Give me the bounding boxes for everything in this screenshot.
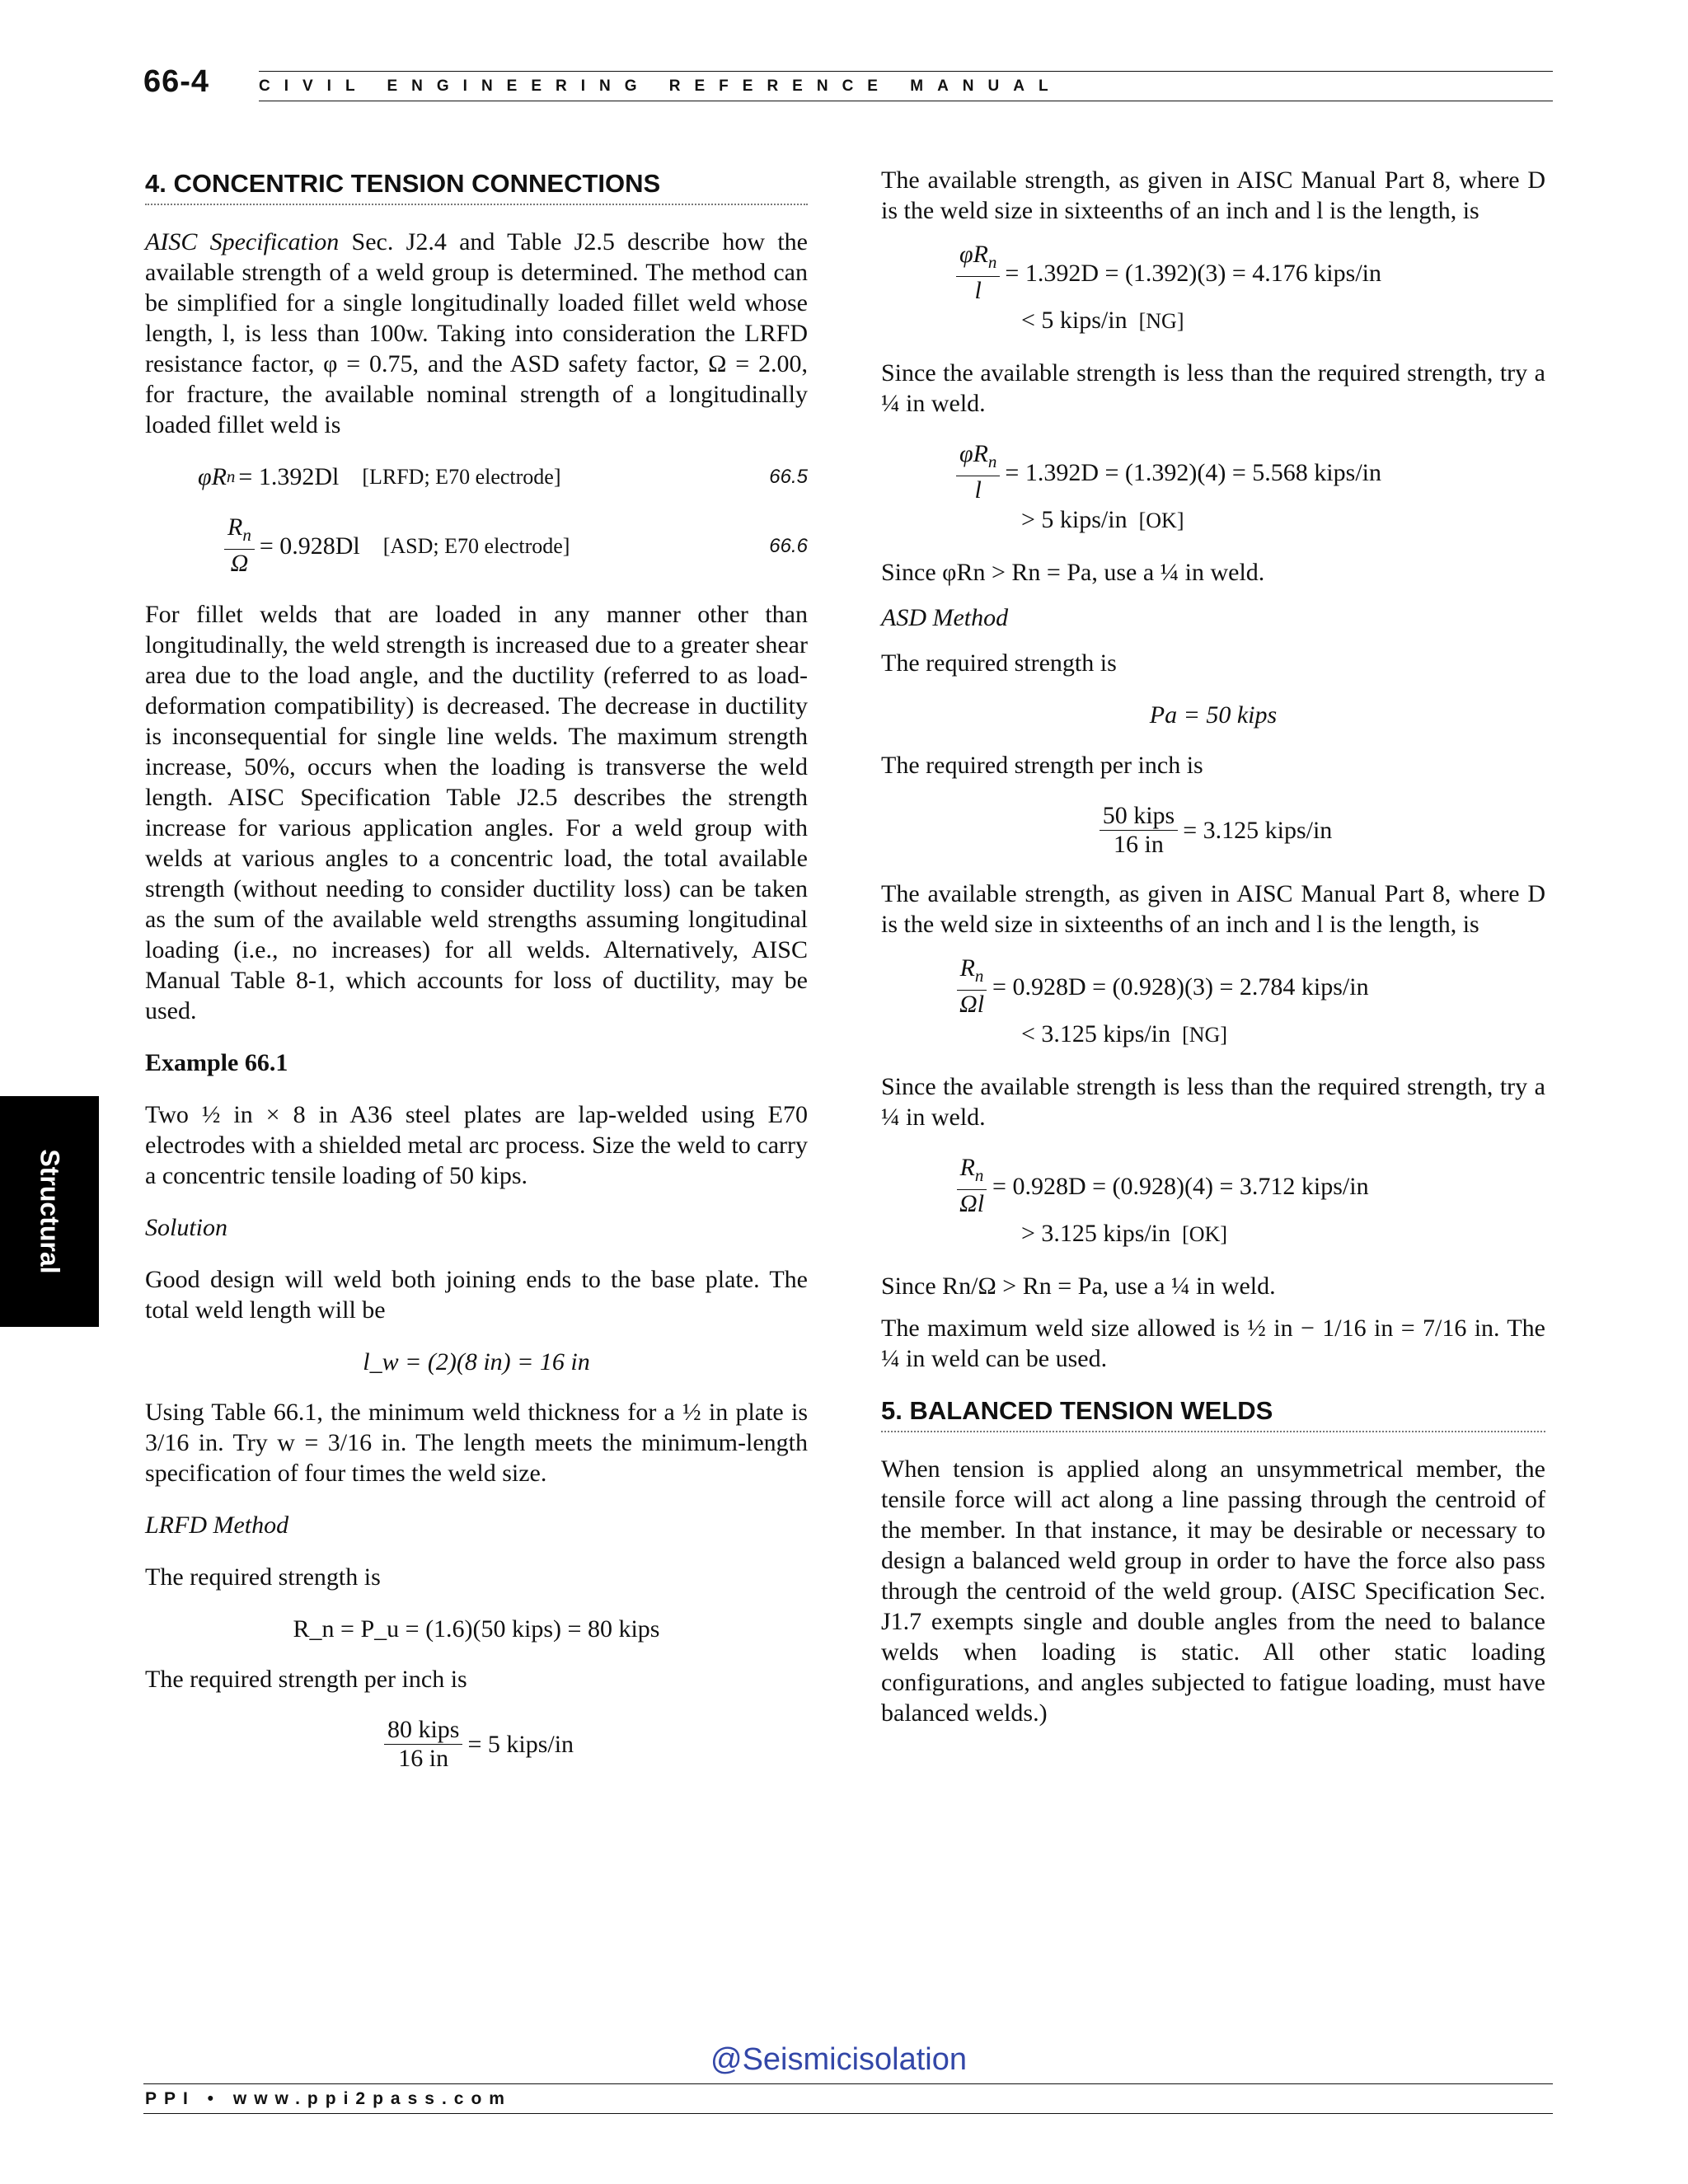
paragraph: [145, 227, 808, 440]
eq-line-1: = 1.392D = (1.392)(4) = 5.568 kips/in: [1005, 458, 1381, 486]
eq-lhs: [198, 462, 235, 492]
eq-note: [LRFD; E70 electrode]: [362, 465, 561, 489]
eq-tag: [OK]: [1182, 1222, 1227, 1246]
lrfd-label: LRFD Method: [145, 1511, 289, 1539]
paragraph: The available strength, as given in AISC Manual Part 8, where D is the weld size in sixteenths of an inch and l is the length, is: [881, 880, 1545, 938]
watermark: @Seismicisolation: [710, 2042, 968, 2077]
right-column: [881, 165, 1545, 1750]
side-tab-label: Structural: [35, 1149, 65, 1274]
section-title-4: 4. CONCENTRIC TENSION CONNECTIONS: [145, 168, 808, 205]
eq-tag: [OK]: [1138, 509, 1184, 532]
eq-line-1: = 0.928D = (0.928)(4) = 3.712 kips/in: [992, 1172, 1369, 1200]
eq-line-1: = 1.392D = (1.392)(3) = 4.176 kips/in: [1005, 259, 1381, 287]
paragraph: When tension is applied along an unsymmetrical member, the tensile force will act along a line passing through the centroid of the member. In that instance, it may be desirable or necessary to design a balanced weld group in order to have the force also pass through the centroid of the weld group. (AISC Specification Sec. J1.7 exempts single and double angles from the need to balance welds when loading is static. All other static loading configurations, and angles subjected to fatigue loading, must have balanced welds.): [881, 1455, 1545, 1727]
equation-66-5: [198, 462, 808, 492]
paragraph-text: Sec. J2.4 and Table J2.5 describe how the available strength of a weld group is determined. The method can be simplified for a single longitudinally loaded fillet weld whose length, l, is less than 100w. Taking into consideration the LRFD resistance factor, φ = 0.75, and the ASD safety factor, Ω = 2.00, for fracture, the available nominal strength of a longitudinally loaded fillet weld is: [145, 228, 808, 438]
paragraph: Since Rn/Ω > Rn = Pa, use a ¼ in weld.: [881, 1272, 1276, 1300]
paragraph: The required strength per inch is: [145, 1666, 467, 1693]
footer-text: PPI • www.ppi2pass.com: [145, 2089, 512, 2108]
frac-num: 80 kips: [384, 1716, 463, 1745]
frac-num: 50 kips: [1100, 802, 1179, 831]
paragraph: The maximum weld size allowed is ½ in − 1/16 in = 7/16 in. The ¼ in weld can be used.: [881, 1315, 1545, 1372]
section-title-5: 5. BALANCED TENSION WELDS: [881, 1395, 1545, 1432]
frac-num: R: [227, 513, 243, 541]
side-tab: [0, 1096, 99, 1327]
paragraph: The required strength is: [881, 649, 1117, 677]
equation-pa: Pa = 50 kips: [1149, 701, 1278, 729]
paragraph: For fillet welds that are loaded in any manner other than longitudinally, the weld strength is increased due to a greater shear area due to the load angle, and the ductility (referred to as load-deformation compatibility) is decreased. The decrease in ductility is inconsequential for single line welds. The maximum strength increase, 50%, occurs when the loading is transverse the weld length. AISC Specification Table J2.5 describes the strength increase for various application angles. For a weld group with welds at various angles to a concentric load, the total available strength (without needing to consider ductility loss) can be taken as the sum of the available weld strengths assuming longitudinal loading (i.e., no increases) for all welds. Alternatively, AISC Manual Table 8-1, which accounts for loss of ductility, may be used.: [145, 601, 808, 1024]
eq-fraction: [1100, 802, 1179, 859]
eq-number: 66.5: [769, 466, 808, 488]
eq-line-2: > 5 kips/in: [1021, 506, 1128, 533]
spec-ref: AISC Specification: [145, 228, 340, 255]
frac-den: 16 in: [398, 1745, 449, 1772]
paragraph: Good design will weld both joining ends to the base plate. The total weld length will be: [145, 1266, 808, 1324]
eq-line-2: < 5 kips/in: [1021, 307, 1128, 334]
eq-line-2: > 3.125 kips/in: [1021, 1220, 1171, 1247]
eq-lhs-sub: n: [226, 466, 236, 486]
asd-label: ASD Method: [881, 604, 1009, 631]
eq-rhs: = 0.928Dl: [259, 532, 360, 560]
frac-sub: n: [242, 525, 251, 545]
left-column: [145, 165, 808, 1793]
paragraph: Using Table 66.1, the minimum weld thickness for a ½ in plate is 3/16 in. Try w = 3/16 in. The length meets the minimum-length specification of four times the weld size.: [145, 1399, 808, 1487]
equation-weld-length: l_w = (2)(8 in) = 16 in: [363, 1348, 590, 1376]
solution-label: Solution: [145, 1214, 228, 1241]
eq-fraction: [224, 513, 255, 578]
example-title: Example 66.1: [145, 1049, 288, 1076]
eq-line-1: = 0.928D = (0.928)(3) = 2.784 kips/in: [992, 972, 1369, 1001]
equation-per-inch: [145, 1716, 808, 1773]
eq-rhs: = 5 kips/in: [467, 1731, 574, 1758]
page-number: 66-4: [143, 64, 210, 99]
eq-number: 66.6: [769, 534, 808, 557]
eq-tag: [NG]: [1138, 309, 1184, 333]
book-title: CIVIL ENGINEERING REFERENCE MANUAL: [259, 77, 1062, 95]
equation-66-6: [219, 513, 808, 578]
eq-rhs: = 1.392Dl: [238, 463, 340, 490]
paragraph: The available strength, as given in AISC Manual Part 8, where D is the weld size in sixteenths of an inch and l is the length, is: [881, 166, 1545, 224]
paragraph: The required strength is: [145, 1563, 381, 1591]
footer-rule-bottom: [143, 2113, 1553, 2114]
equation-required-strength: R_n = P_u = (1.6)(50 kips) = 80 kips: [293, 1615, 660, 1643]
equation-asd-trial-3: $\frac{R_n}{\Omega l}$ = 0.928D = (0.928)(3) = 2.784 kips/in < 3.125 kips/in [NG]: [951, 954, 1545, 1050]
paragraph: Since the available strength is less than the required strength, try a ¼ in weld.: [881, 359, 1545, 417]
footer-rule: [143, 2083, 1553, 2084]
frac-den: Ω: [230, 550, 249, 577]
equation-per-inch-asd: [881, 802, 1545, 859]
eq-lhs-text: φR: [198, 463, 227, 490]
equation-lrfd-trial-4: $\frac{\varphi R_n}{l}$ = 1.392D = (1.392)(4) = 5.568 kips/in > 5 kips/in [OK]: [951, 440, 1545, 536]
paragraph: Since φRn > Rn = Pa, use a ¼ in weld.: [881, 559, 1265, 586]
eq-line-2: < 3.125 kips/in: [1021, 1020, 1171, 1047]
paragraph: The required strength per inch is: [881, 752, 1203, 779]
equation-asd-trial-4: $\frac{R_n}{\Omega l}$ = 0.928D = (0.928)(4) = 3.712 kips/in > 3.125 kips/in [OK]: [951, 1154, 1545, 1249]
paragraph: Since the available strength is less than the required strength, try a ¼ in weld.: [881, 1073, 1545, 1131]
eq-fraction: [384, 1716, 463, 1773]
example-text: Two ½ in × 8 in A36 steel plates are lap-welded using E70 electrodes with a shielded metal arc process. Size the weld to carry a concentric tensile loading of 50 kips.: [145, 1101, 808, 1189]
header-rule-top: [259, 71, 1553, 72]
eq-rhs: = 3.125 kips/in: [1183, 817, 1333, 844]
equation-lrfd-trial-3: $\frac{\varphi R_n}{l}$ = 1.392D = (1.392)(3) = 4.176 kips/in < 5 kips/in [NG]: [951, 241, 1545, 336]
frac-den: 16 in: [1114, 831, 1164, 858]
eq-tag: [NG]: [1182, 1023, 1227, 1047]
eq-note: [ASD; E70 electrode]: [382, 533, 570, 558]
